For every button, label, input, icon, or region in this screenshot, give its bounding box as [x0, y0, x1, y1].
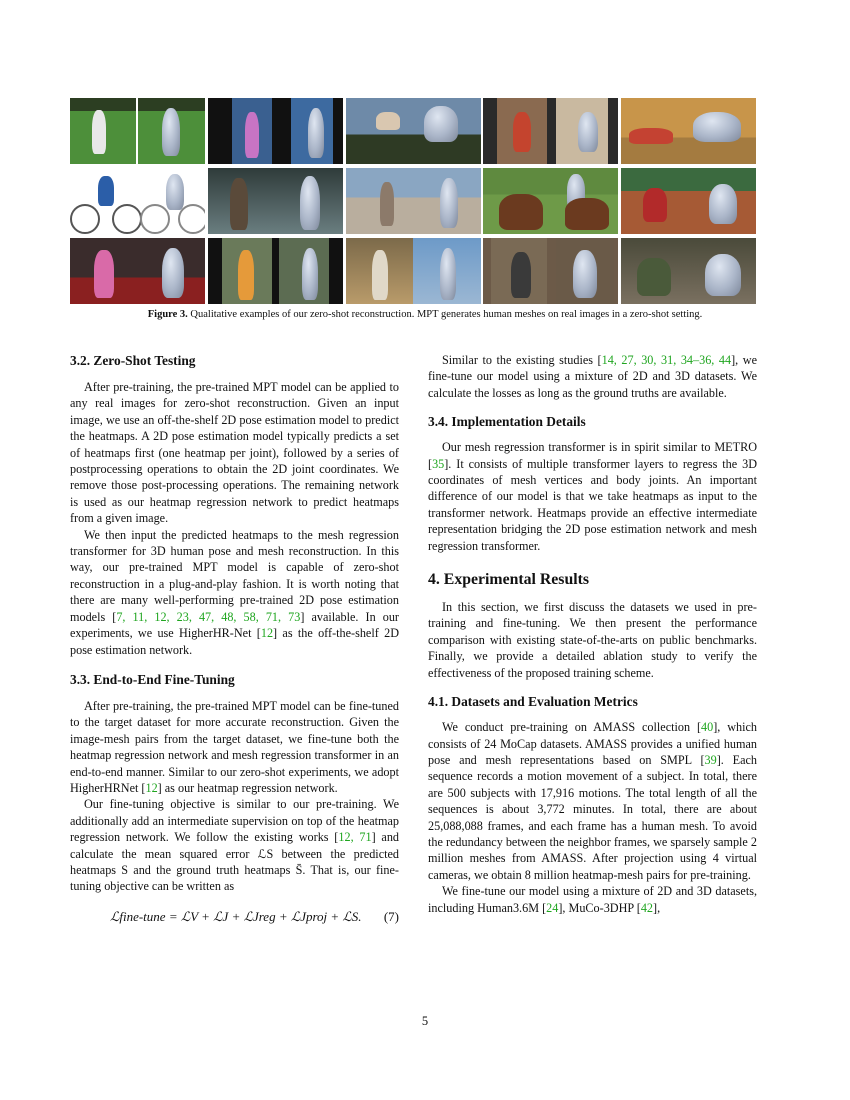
citation-link[interactable]: 40	[701, 720, 714, 735]
paragraph: After pre-training, the pre-trained MPT model can be fine-tuned to the target dataset for more accurate reconstruction. Given the image-mesh pairs from the target dataset, we fine-tune both the heatmap regression network and mesh regression transformer in an end-to-end manner. Similar to our zero-shot experiments, we adopt HigherHRNet [12] as our heatmap regression network.	[70, 698, 399, 795]
figure-caption-text: Qualitative examples of our zero-shot reconstruction. MPT generates human meshes on real images in a zero-shot setting.	[187, 309, 703, 320]
citation-link[interactable]: 24	[546, 900, 559, 915]
figure-3-grid	[70, 98, 756, 304]
example-street	[208, 238, 343, 304]
right-column	[428, 352, 757, 916]
citation-link[interactable]: 12	[260, 626, 274, 641]
example-beach	[346, 238, 481, 304]
left-column	[70, 352, 399, 933]
paragraph: We fine-tune our model using a mixture of 2D and 3D datasets, including Human3.6M [24], MuCo-3DHP [42],	[428, 884, 757, 915]
section-4-1-heading: 4.1. Datasets and Evaluation Metrics	[428, 694, 638, 710]
paragraph: In this section, we first discuss the datasets we used in pre-training and fine-tuning. We then present the performance comparison with existing state-of-the-arts on public benchmarks. Finally, we provide a detailed ablation study to verify the effectiveness of the proposed training scheme.	[428, 600, 757, 680]
example-sofa	[483, 98, 618, 164]
page-number: 5	[421, 1014, 429, 1028]
paragraph: After pre-training, the pre-trained MPT model can be applied to any real images for zero-shot reconstruction. Given an input image, we use an off-the-shelf 2D pose estimation model to predict the heatmaps. A 2D pose estimation model typically predicts a set of heatmaps first (one heatmap per joint), followed by a series of postprocessing operations to obtain the 2D joint coordinates. We remove those post-processing operations. The remaining network is used as our heatmap regression network to predict heatmaps from a given image.	[70, 380, 399, 526]
citation-link[interactable]: 14, 27, 30, 31, 34–36, 44	[601, 353, 732, 367]
example-pier	[346, 168, 481, 234]
equation-body: ℒfine-tune = ℒV + ℒJ + ℒJreg + ℒJproj + ℒS.	[110, 908, 362, 924]
paragraph: We then input the predicted heatmaps to the mesh regression transformer for 3D human pose and mesh reconstruction. In this way, our pre-trained MPT model is capable of zero-shot reconstruction in a plug-and-play fashion. It is worth noting that there are many well-performing pre-trained 2D pose estimation models [7, 11, 12, 23, 47, 48, 58, 71, 73] available. In our experiments, we use HigherHR-Net [12] as the off-the-shelf 2D pose estimation network.	[70, 527, 399, 657]
example-squat	[621, 238, 756, 304]
paragraph: Similar to the existing studies [14, 27, 30, 31, 34–36, 44], we fine-tune our model using a mixture of 2D and 3D datasets. We calculate the losses as long as the ground truths are available.	[428, 353, 757, 400]
paragraph: We conduct pre-training on AMASS collection [40], which consists of 24 MoCap datasets. AMASS provides a unified human pose and mesh representations based on SMPL [39]. Each sequence records a motion movement of a subject. In total, there are 500 subjects with 17,916 motions. The total length of all the sequences is about 3,772 minutes. In total, there are about 25,088,088 frames, and each frame has a human mesh. To avoid the redundancy between the neighbor frames, we sparsely sample 2 million meshes from AMASS. After projection using 4 virtual cameras, we obtain 8 million heatmap-mesh pairs for pre-training.	[428, 720, 758, 882]
citation-link[interactable]: 42	[640, 900, 654, 915]
figure-label: Figure 3.	[147, 309, 188, 320]
section-3-3-heading: 3.3. End-to-End Fine-Tuning	[70, 671, 235, 687]
citation-link[interactable]: 7, 11, 12, 23, 47, 48, 58, 71, 73	[116, 609, 301, 624]
section-3-4-heading: 3.4. Implementation Details	[428, 414, 586, 430]
equation-7	[70, 907, 399, 933]
paragraph: Our fine-tuning objective is similar to our pre-training. We additionally add an intermediate supervision on top of the heatmap regression network. We follow the existing works [12, 71] and calculate the mean squared error ℒS between the predicted heatmaps S and the ground truth heatmaps S̄. That is, our fine-tuning objective can be written as	[70, 797, 400, 894]
citation-link[interactable]: 35	[432, 456, 445, 471]
example-gym	[70, 238, 205, 304]
example-tennis	[208, 98, 343, 164]
example-situp	[621, 98, 756, 164]
example-jump	[346, 98, 481, 164]
example-horse	[483, 168, 618, 234]
example-soccer	[70, 98, 205, 164]
paragraph: Our mesh regression transformer is in spirit similar to METRO [35]. It consists of multiple transformer layers to regress the 3D coordinates of mesh vertices and body joints. An important difference of our model is that we take heatmaps as input to the transformer network. Heatmaps provide an effective intermediate representation bridging the 2D pose estimation network and mesh regression transformer.	[428, 440, 757, 553]
example-seated	[483, 238, 618, 304]
example-cyclist	[70, 168, 205, 234]
example-crouch	[621, 168, 756, 234]
figure-caption	[70, 308, 780, 321]
section-3-2-heading: 3.2. Zero-Shot Testing	[70, 353, 196, 368]
citation-link[interactable]: 39	[704, 752, 717, 767]
equation-number: (7)	[383, 908, 399, 924]
section-4-heading: 4. Experimental Results	[428, 571, 590, 589]
example-photographer	[208, 168, 343, 234]
citation-link[interactable]: 12	[145, 780, 158, 795]
citation-link[interactable]: 12, 71	[338, 830, 372, 845]
